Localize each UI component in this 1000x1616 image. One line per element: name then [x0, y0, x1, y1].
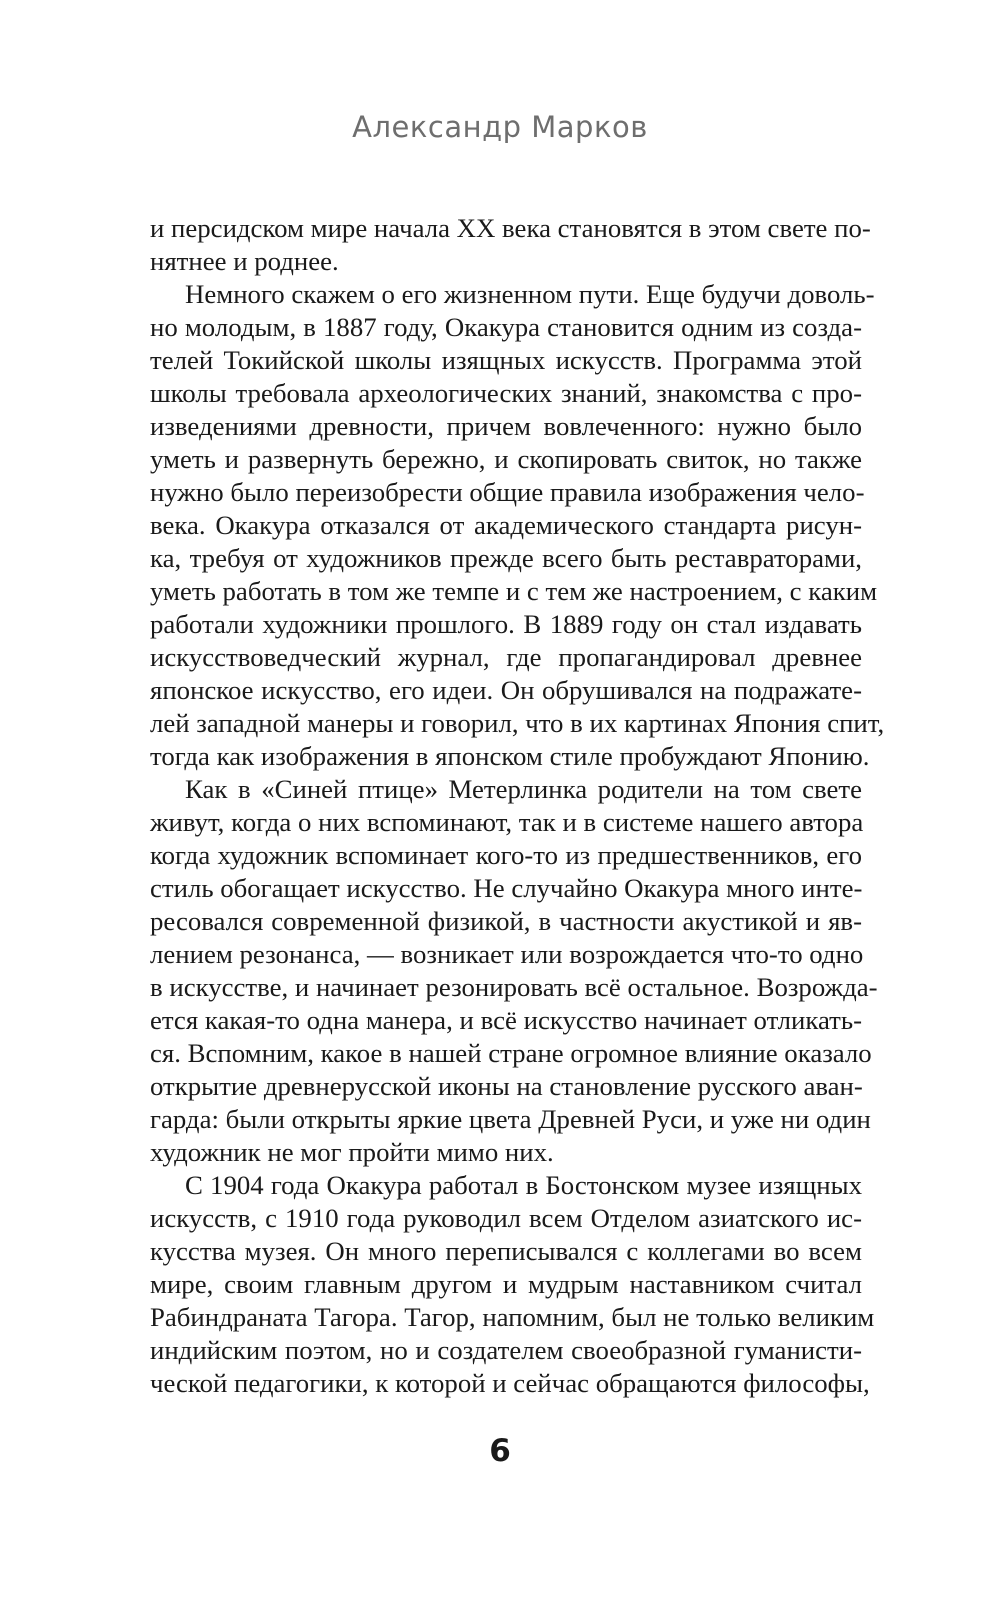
- text-line: искусствоведческий журнал, где пропагандировал древнее: [150, 642, 862, 672]
- page-number: 6: [489, 1433, 511, 1469]
- body-text: [150, 212, 885, 1400]
- text-line: ется какая-то одна манера, и всё искусство начинает отликать-: [150, 1005, 862, 1035]
- text-line: японское искусство, его идеи. Он обрушивался на подражате-: [150, 675, 862, 705]
- text-line: но молодым, в 1887 году, Окакура становится одним из созда-: [150, 312, 862, 342]
- text-line: лей западной манеры и говорил, что в их картинах Япония спит,: [150, 708, 885, 738]
- text-line: Как в «Синей птице» Метерлинка родители на том свете: [185, 774, 862, 804]
- text-line: мире, своим главным другом и мудрым наставником считал: [150, 1269, 862, 1299]
- text-line: когда художник вспоминает кого-то из предшественников, его: [150, 840, 862, 870]
- text-line: гарда: были открыты яркие цвета Древней Руси, и уже ни один: [150, 1104, 871, 1134]
- text-line: живут, когда о них вспоминают, так и в системе нашего автора: [150, 807, 864, 837]
- text-line: ся. Вспомним, какое в нашей стране огромное влияние оказало: [150, 1038, 872, 1068]
- text-line: лением резонанса, — возникает или возрождается что-то одно: [150, 939, 864, 969]
- text-line: нятнее и роднее.: [150, 246, 339, 276]
- text-line: ресовался современной физикой, в частности акустикой и яв-: [150, 906, 862, 936]
- text-line: художник не мог пройти мимо них.: [150, 1137, 554, 1167]
- text-line: открытие древнерусской иконы на становление русского аван-: [150, 1071, 863, 1101]
- text-line: и персидском мире начала XX века становятся в этом свете по-: [150, 213, 871, 243]
- text-line: уметь и развернуть бережно, и скопировать свиток, но также: [150, 444, 862, 474]
- text-line: С 1904 года Окакура работал в Бостонском музее изящных: [185, 1170, 862, 1200]
- text-line: тогда как изображения в японском стиле пробуждают Японию.: [150, 741, 870, 771]
- text-line: стиль обогащает искусство. Не случайно Окакура много инте-: [150, 873, 863, 903]
- text-line: нужно было переизобрести общие правила изображения чело-: [150, 477, 865, 507]
- text-line: ческой педагогики, к которой и сейчас обращаются философы,: [150, 1368, 870, 1398]
- text-line: века. Окакура отказался от академического стандарта рисун-: [150, 510, 862, 540]
- text-line: Рабиндраната Тагора. Тагор, напомним, был не только великим: [150, 1302, 875, 1332]
- text-line: телей Токийской школы изящных искусств. Программа этой: [150, 345, 862, 375]
- text-line: индийским поэтом, но и создателем своеобразной гуманисти-: [150, 1335, 862, 1365]
- text-line: кусства музея. Он много переписывался с коллегами во всем: [150, 1236, 862, 1266]
- text-line: школы требовала археологических знаний, знакомства с про-: [150, 378, 862, 408]
- text-line: в искусстве, и начинает резонировать всё остальное. Возрожда-: [150, 972, 878, 1002]
- text-line: Немного скажем о его жизненном пути. Еще будучи доволь-: [185, 279, 875, 309]
- running-head-author: Александр Марков: [352, 110, 648, 144]
- text-line: уметь работать в том же темпе и с тем же настроением, с каким: [150, 576, 878, 606]
- text-line: искусств, с 1910 года руководил всем Отделом азиатского ис-: [150, 1203, 862, 1233]
- text-line: изведениями древности, причем вовлеченного: нужно было: [150, 411, 862, 441]
- text-line: работали художники прошлого. В 1889 году он стал издавать: [150, 609, 862, 639]
- text-line: ка, требуя от художников прежде всего быть реставраторами,: [150, 543, 862, 573]
